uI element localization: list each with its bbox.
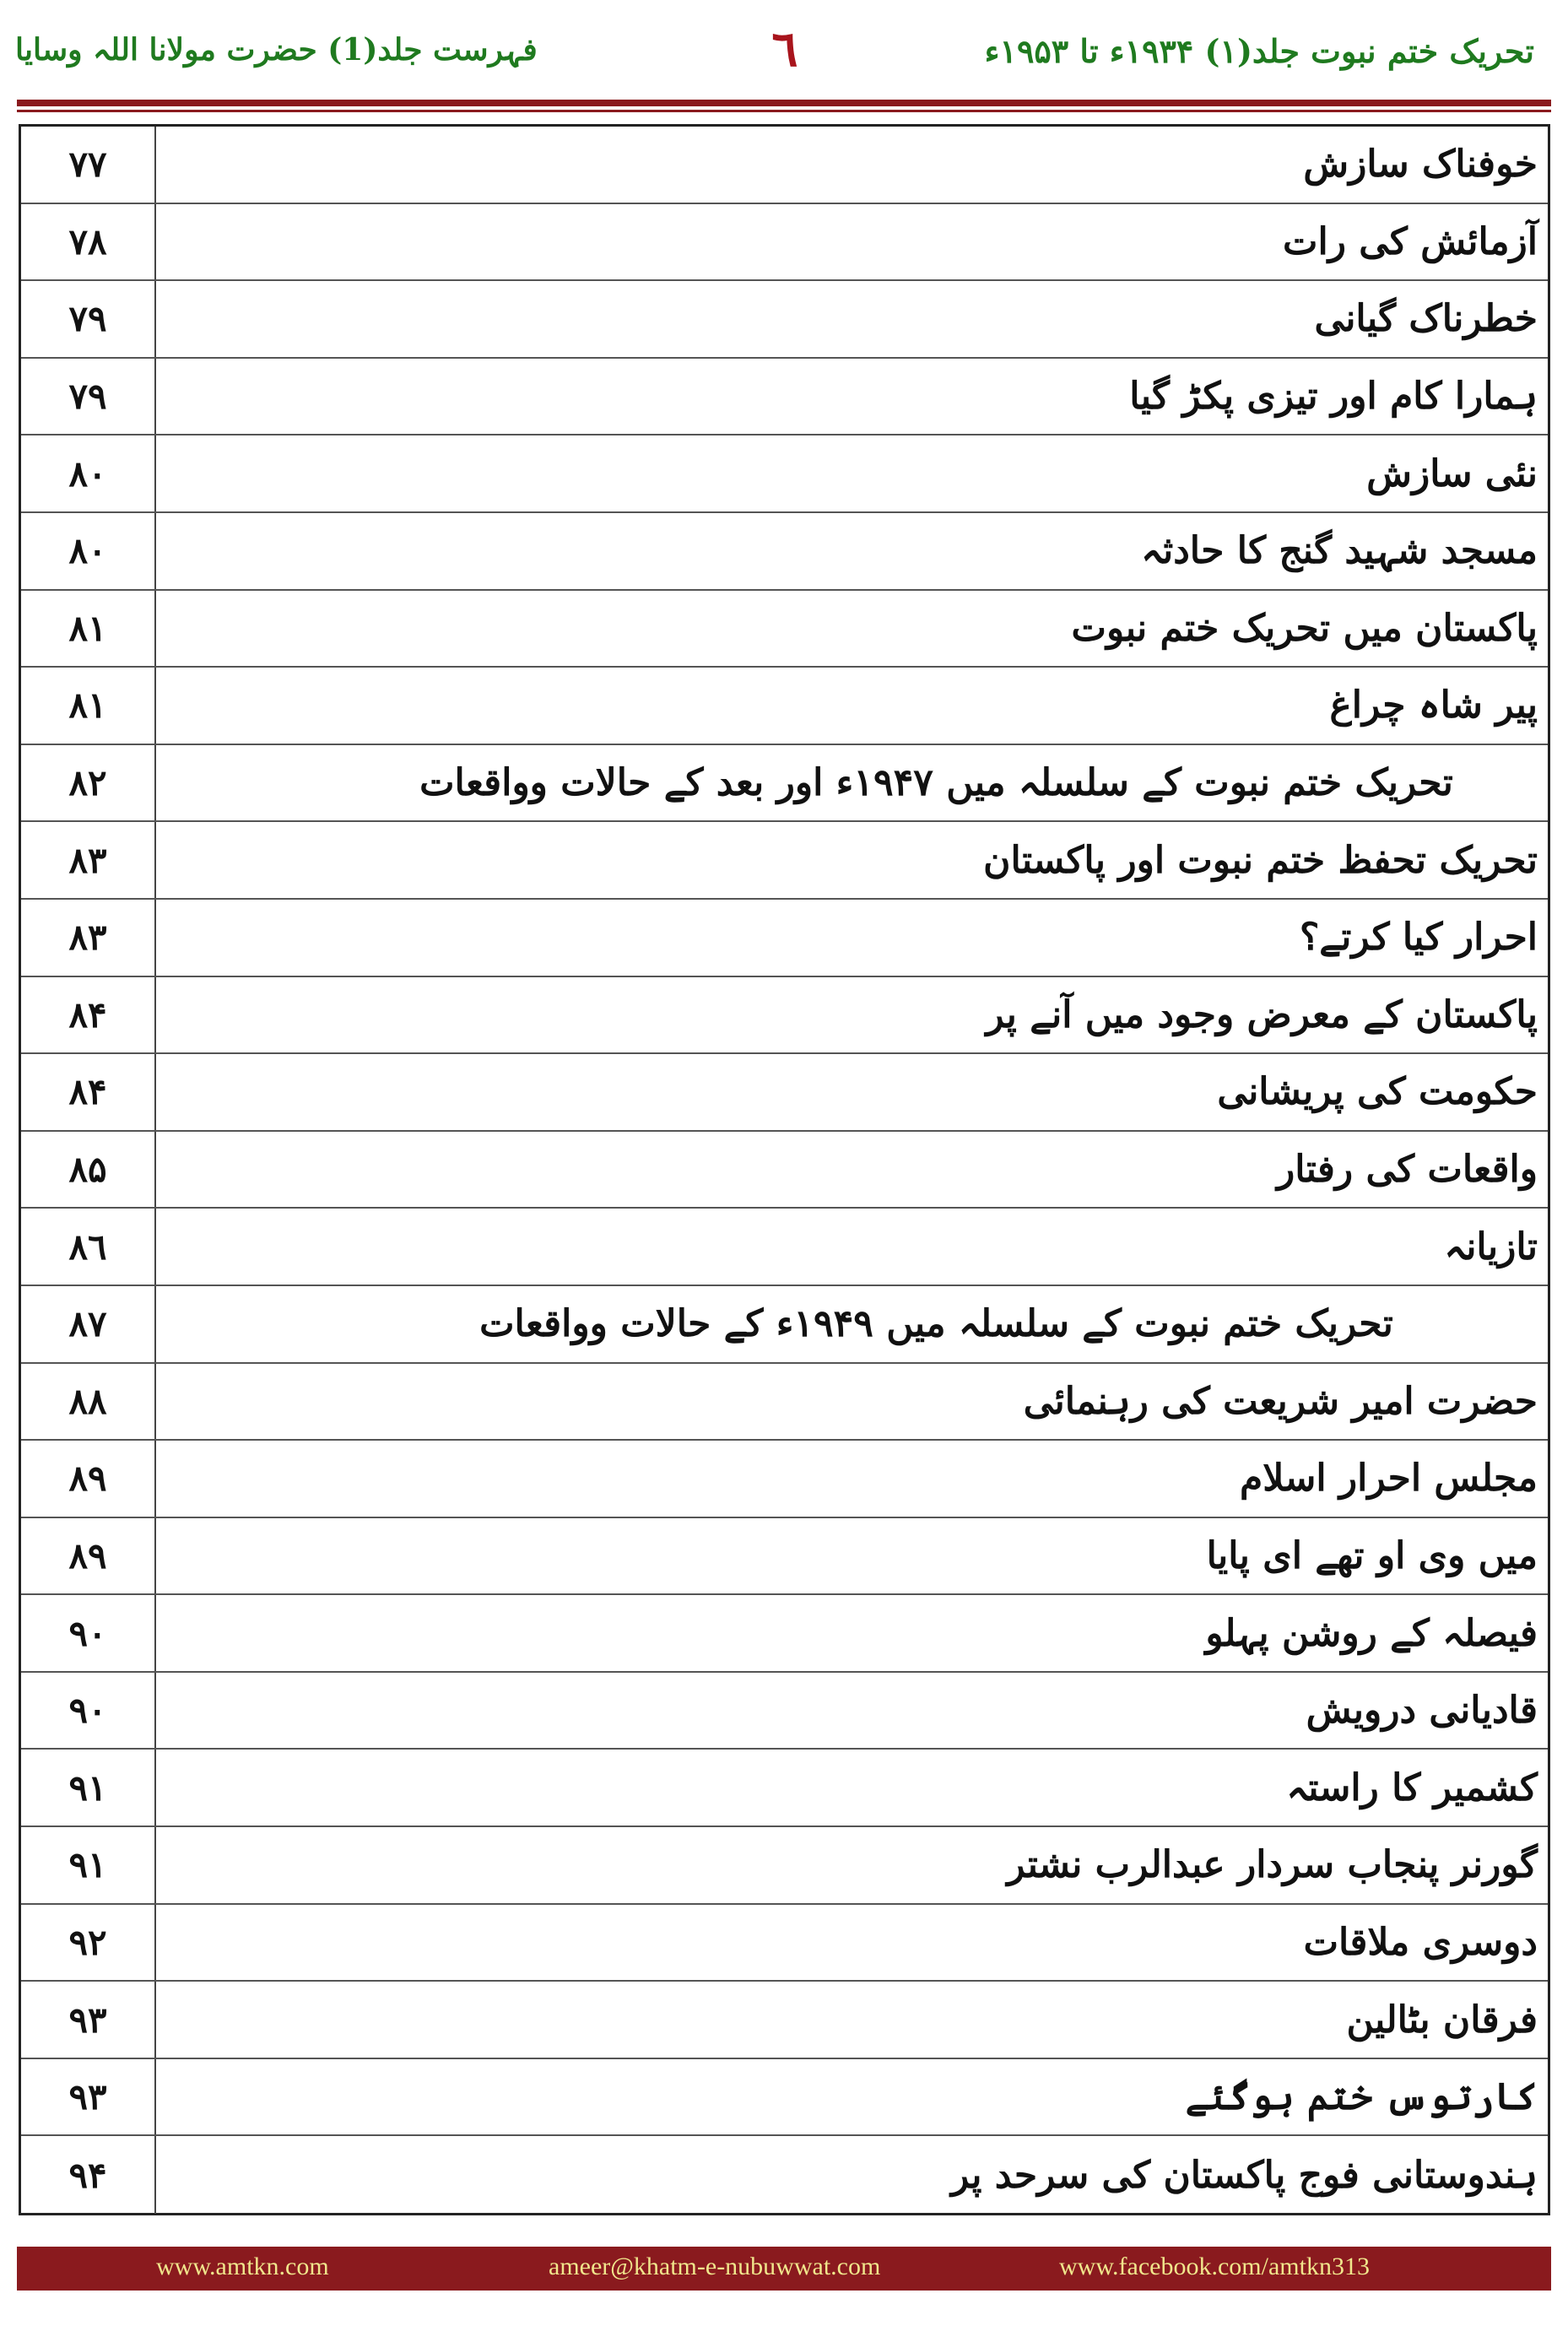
toc-row	[21, 977, 1548, 1055]
toc-entry-title: نئی سازش	[1366, 452, 1538, 495]
toc-row	[21, 591, 1548, 668]
toc-row	[21, 127, 1548, 204]
page-number: ٦	[771, 20, 798, 78]
index-title: فہرست جلد(1) حضرت مولانا اللہ وسایا	[15, 32, 538, 68]
toc-entry-title: دوسری ملاقات	[1303, 1920, 1538, 1964]
toc-entry-title: خوفناک سازش	[1303, 143, 1538, 187]
toc-row	[21, 281, 1548, 359]
toc-page-number: ۸۹	[21, 1441, 156, 1517]
header-rule-thin	[17, 110, 1551, 112]
toc-row	[21, 2059, 1548, 2137]
toc-entry-title: پاکستان کے معرض وجود میں آنے پر	[986, 993, 1538, 1036]
footer-website-link[interactable]: www.amtkn.com	[156, 2253, 329, 2280]
toc-page-number: ۸٦	[21, 1209, 156, 1285]
toc-entry-title: آزمائش کی رات	[1283, 219, 1538, 263]
toc-row	[21, 1827, 1548, 1905]
toc-section-heading: تحریک ختم نبوت کے سلسلہ میں ۱۹۴۹ء کے حالات وواقعات	[479, 1302, 1393, 1346]
toc-page-number: ۷۸	[21, 204, 156, 280]
toc-entry-title: قادیانی درویش	[1306, 1689, 1538, 1733]
toc-row	[21, 1673, 1548, 1750]
toc-row	[21, 745, 1548, 823]
toc-page-number: ۹۳	[21, 1982, 156, 2058]
toc-page-number: ۸۳	[21, 822, 156, 898]
toc-page-number: ۸۰	[21, 435, 156, 511]
toc-section-heading: تحریک ختم نبوت کے سلسلہ میں ۱۹۴۷ء اور بعد کے حالات وواقعات	[419, 761, 1453, 805]
toc-page-number: ۸۱	[21, 668, 156, 744]
toc-row	[21, 1054, 1548, 1132]
toc-row	[21, 1518, 1548, 1596]
toc-row	[21, 900, 1548, 977]
toc-page-number: ۷۷	[21, 127, 156, 203]
toc-page-number: ۷۹	[21, 359, 156, 435]
toc-entry-title: پاکستان میں تحریک ختم نبوت	[1071, 606, 1538, 650]
book-title: تحریک ختم نبوت جلد(۱) ۱۹۳۴ء تا ۱۹۵۳ء	[984, 32, 1534, 70]
toc-entry-title: مسجد شہید گنج کا حادثہ	[1141, 529, 1538, 573]
page-footer	[17, 2247, 1551, 2291]
toc-entry-title: حکومت کی پریشانی	[1217, 1070, 1538, 1114]
toc-entry-title: ہندوستانی فوج پاکستان کی سرحد پر	[950, 2153, 1538, 2197]
toc-entry-title: ہمارا کام اور تیزی پکڑ گیا	[1129, 375, 1538, 419]
toc-entry-title: تحریک تحفظ ختم نبوت اور پاکستان	[983, 838, 1538, 882]
toc-row	[21, 822, 1548, 900]
toc-row	[21, 435, 1548, 513]
toc-row	[21, 1905, 1548, 1982]
toc-page-number: ۸۴	[21, 977, 156, 1053]
toc-page-number: ۸۴	[21, 1054, 156, 1130]
toc-entry-title: فرقان بٹالین	[1346, 1998, 1538, 2042]
toc-entry-title: احرار کیا کرتے؟	[1299, 916, 1538, 960]
table-of-contents	[19, 124, 1550, 2215]
toc-page-number: ۷۹	[21, 281, 156, 357]
toc-entry-title: کشمیر کا راستہ	[1286, 1766, 1538, 1809]
toc-entry-title: تازیانہ	[1444, 1225, 1538, 1268]
toc-entry-title: واقعات کی رفتار	[1276, 1148, 1538, 1192]
toc-entry-title: مجلس احرار اسلام	[1239, 1457, 1538, 1501]
toc-entry-title: فیصلہ کے روشن پہلو	[1205, 1611, 1538, 1655]
toc-page-number: ۸۲	[21, 745, 156, 821]
toc-row	[21, 1132, 1548, 1209]
toc-page-number: ۸۸	[21, 1364, 156, 1440]
toc-row	[21, 668, 1548, 745]
toc-entry-title: حضرت امیر شریعت کی رہنمائی	[1023, 1379, 1538, 1423]
toc-page-number: ۹۳	[21, 2059, 156, 2135]
toc-row	[21, 1286, 1548, 1364]
toc-page-number: ۸۷	[21, 1286, 156, 1362]
header-rule-thick	[17, 100, 1551, 106]
toc-entry-title: گورنر پنجاب سردار عبدالرب نشتر	[1007, 1843, 1538, 1887]
toc-row	[21, 513, 1548, 591]
footer-email-link[interactable]: ameer@khatm-e-nubuwwat.com	[549, 2253, 881, 2280]
toc-page-number: ۹۱	[21, 1827, 156, 1903]
toc-entry-title: خطرناک گیانی	[1314, 297, 1538, 341]
toc-page-number: ۸۳	[21, 900, 156, 976]
toc-page-number: ۹۴	[21, 2136, 156, 2214]
toc-row	[21, 1441, 1548, 1518]
toc-page-number: ۹۱	[21, 1750, 156, 1825]
toc-row	[21, 204, 1548, 282]
toc-entry-title: پیر شاہ چراغ	[1329, 684, 1538, 727]
toc-page-number: ۸۵	[21, 1132, 156, 1208]
toc-row	[21, 1982, 1548, 2059]
toc-page-number: ۹۲	[21, 1905, 156, 1981]
toc-row	[21, 359, 1548, 436]
toc-page-number: ۸۱	[21, 591, 156, 667]
toc-row	[21, 2136, 1548, 2214]
toc-row	[21, 1595, 1548, 1673]
toc-entry-title: کارتوس ختم ہوگئے	[1185, 2075, 1538, 2119]
toc-page-number: ۸۰	[21, 513, 156, 589]
toc-page-number: ۸۹	[21, 1518, 156, 1594]
toc-page-number: ۹۰	[21, 1595, 156, 1671]
toc-entry-title: میں وی او تھے ای پایا	[1206, 1533, 1538, 1577]
toc-row	[21, 1209, 1548, 1286]
footer-facebook-link[interactable]: www.facebook.com/amtkn313	[1059, 2253, 1370, 2280]
toc-row	[21, 1364, 1548, 1441]
page-header	[0, 0, 1568, 101]
toc-page-number: ۹۰	[21, 1673, 156, 1749]
toc-row	[21, 1750, 1548, 1827]
